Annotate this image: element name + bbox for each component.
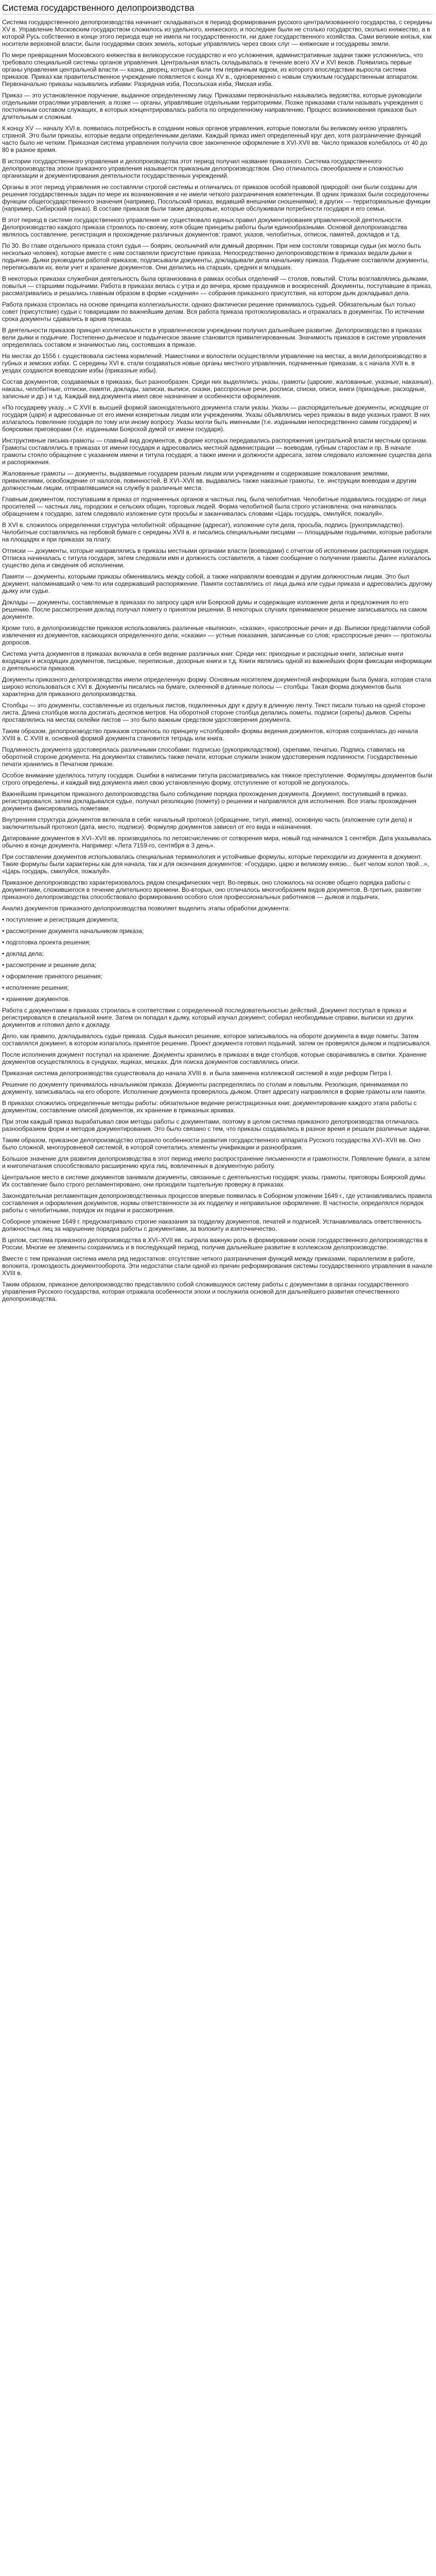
paragraph: В некоторых приказах служебная деятельность была организована в рамках особых отделений — столов, повытий. Столы возглавлялись дьяками, повытья — старшими подьячими. Работа в приказах велась с утра и до вечера, кроме праздников и воскресений. Документы, поступавшие в приказ, рассматривались и решались главным образом в форме «сидения» — собрания приказного присутствия, на котором дьяк докладывал дела. xyxy=(2,275,432,297)
document-body xyxy=(2,19,433,1302)
paragraph: Законодательная регламентация делопроизводственных процессов впервые появилась в Соборном уложении 1649 г., где устанавливались правила составления и оформления документов, нормы ответственности за их подделку и неправильное оформление. В частности, определялся порядок работы с челобитными, порядок их подачи и рассмотрения. xyxy=(2,1192,432,1214)
paragraph: • рассмотрение документа начальником приказа; xyxy=(2,927,144,935)
paragraph: • оформление принятого решения; xyxy=(2,973,102,980)
paragraph: Таким образом, приказное делопроизводство представляло собой сложившуюся систему работы с документами в органах государственного управления Русского государства, которая отражала особенности эпохи и послужила основой для дальнейшего развития отечественного делопроизводства. xyxy=(2,1281,409,1302)
paragraph: Важнейшим принципом приказного делопроизводства было соблюдение порядка прохождения документа. Документ, поступивший в приказ, регистрировался, затем докладывался судье, получал резолюцию (помету) о решении и направлялся для исполнения. Все этапы прохождения документа фиксировались пометами. xyxy=(2,790,416,812)
paragraph: В целом, система приказного делопроизводства в XVI–XVII вв. сыграла важную роль в формировании основ государственного делопроизводства в России. Многие ее элементы сохранились и в последующий период, получив дальнейшее развитие в коллежском делопроизводстве. xyxy=(2,1236,428,1251)
paragraph: Инструктивные письма-грамоты — главный вид документов, в форме которых передавались распоряжения центральной власти местным органам. Грамоты составлялись в приказах от имени государя и адресовались местной администрации — воеводам, губным старостам и пр. В начале грамоты стояло обращение с указанием имени и титула государя, а также имени и должности адресата, затем следовало изложение существа дела и распоряжения. xyxy=(2,437,432,466)
paragraph: В истории государственного управления и делопроизводства этот период получил название приказного. Система государственного делопроизводства эпохи приказного управления называется приказным делопроизводством. Оно отличалось своеобразием и сложностью организации и документирования деятельности государственных учреждений. xyxy=(2,158,404,179)
paragraph: При этом каждый приказ вырабатывал свои методы работы с документами, поэтому в целом система приказного делопроизводства отличалась разнообразием форм и методов документирования. Это было связано с тем, что приказы создавались в разное время и решали различные задачи. xyxy=(2,1118,431,1132)
paragraph: Документы приказного делопроизводства имели определенную форму. Основным носителем документной информации была бумага, которая стала широко использоваться с XVI в. Документы писались на бумаге, склеенной в длинные полосы — столбцы. Такая форма документов была характерна для приказного делопроизводства. xyxy=(2,676,431,698)
paragraph: Кроме того, в делопроизводстве приказов использовались различные «выписки», «сказки», «расспросные речи» и др. Выписки представляли собой извлечения из документов, касающихся определенного дела; «сказки» — устные показания, записанные со слов; «расспросные речи» — протоколы допросов. xyxy=(2,624,431,646)
paragraph: По мере превращения Московского княжества в великорусское государство и его усложнения, административные задачи также усложнялись, что требовало специальной системы органов управления. Центральная власть складывалась в течение всего XV и XVI веков. Появились первые органы управления центральной власти — казна, дворец, которые были тем первичным ядром, из которого впоследствии выросла система приказов. Приказ как правительственное учреждение появляется с конца XV в., одновременно с новым служилым государственным аппаратом. Первоначально приказы назывались избами: Разрядная изба, Посольская изба, Ямская изба. xyxy=(2,52,423,88)
paragraph: Приказ — это установленное поручение, выданное определенному лицу. Приказами первоначально назывались ведомства, которые руководили отдельными отраслями управления, а позже — органы, управлявшие отдельными территориями. Позже приказами стали называть учреждения с постоянным составом служащих, в которых концентрировалась работа по определенному направлению. Процесс возникновения приказов был длительным и сложным. xyxy=(2,92,423,121)
paragraph: • поступление и регистрация документа; xyxy=(2,916,119,923)
paragraph: Приказное делопроизводство характеризовалось рядом специфических черт. Во-первых, оно сложилось на основе общего порядка работы с документами, сложившегося в течение длительного времени. Во-вторых, оно отличалось многообразием видов документов. В-третьих, развитие приказного делопроизводства способствовало формированию особого слоя профессиональных работников — дьяков и подьячих. xyxy=(2,879,422,901)
paragraph: • рассмотрение и решение дела; xyxy=(2,961,96,969)
paragraph: В приказах сложились определенные методы работы: обязательное ведение регистрационных книг, документирование каждого этапа работы с документом, составление описей документов, их хранение в приказных архивах. xyxy=(2,1099,417,1114)
paragraph: К концу XV — началу XVI в. появилась потребность в создании новых органов управления, которые помогали бы великому князю управлять страной. Это были приказы, которые ведали определенными делами. Каждый приказ имел определенный круг дел, хотя разграничение функций часто было не четким. Приказная система управления получила свое законченное оформление в XVI-XVII вв. Число приказов колебалось от 40 до 80 в разное время. xyxy=(2,125,427,154)
paragraph: В деятельности приказов принцип коллегиальности в управленческом учреждении получил дальнейшее развитие. Делопроизводство в приказах вели дьяки и подьячие. Постепенно дьяческое и подьяческое звание становится привилегированным. Значимость приказов в системе управления определялась составом и значимостью лиц, состоявших в приказе. xyxy=(2,327,426,348)
paragraph: Столбцы — это документы, составленные из отдельных листов, подклеенных друг к другу в длинную ленту. Текст писали только на одной стороне листа. Длина столбцов могла достигать десятков метров. На оборотной стороне столбца делались пометы, подписи (скрепы) дьяков. Скрепы проставлялись на местах склейки листов — это было важным средством удостоверения документа. xyxy=(2,702,426,723)
paragraph: Органы в этот период управления не составляли строгой системы и отличались от приказов особой правовой природой: они были созданы для решения государственных задач по мере их возникновения и не имели четкого разграничения компетенции. В одних приказах были сосредоточены функции общегосударственного значения (например, Посольский приказ, ведавший внешними сношениями); в других — территориальные функции (например, Сибирский приказ). В составе приказов были также дворцовые, которые обслуживали потребности государя и его семьи. xyxy=(2,183,431,212)
paragraph: Жалованные грамоты — документы, выдаваемые государем разным лицам или учреждениям и содержавшие пожалования землями, привилегиями, освобождение от налогов, повинностей. В XVI–XVII вв. выдавались также наказные грамоты, т.е. инструкции воеводам и другим должностным лицам, отправлявшимся на службу в различные места. xyxy=(2,470,416,492)
paragraph: Приказная система делопроизводства существовала до начала XVIII в. и была заменена коллежской системой в ходе реформ Петра I. xyxy=(2,1070,392,1077)
paragraph: Памяти — документы, которыми приказы обменивались между собой, а также направляли воеводам и другим должностным лицам. Это был документ, напоминавший о чем-то или содержавший распоряжение. Памяти составлялись от лица дьяка или судьи приказа и адресовались другому дьяку или судье. xyxy=(2,573,432,595)
paragraph: Работа приказа строилась на основе принципа коллегиальности, однако фактически решение принималось судьей. Обязательным был только совет (присутствие) судьи с товарищами по важнейшим делам. Вся работа приказа протоколировалась и отражалась в документах. По истечении срока документы сдавались в архив приказа. xyxy=(2,301,425,323)
paragraph: По 30. Во главе отдельного приказа стоял судья — боярин, окольничий или думный дворянин. При нем состояли товарищи судьи (их могло быть несколько человек), которые вместе с ним составляли присутствие приказа. Непосредственно делопроизводством в приказах ведали дьяки и подьячие. Дьяки руководили работой приказов, подписывали документы, докладывали дела начальнику приказа. Подьячие составляли документы, переписывали их, вели учет и хранение документов. Они делились на старших, средних и младших. xyxy=(2,242,429,271)
paragraph: Большое значение для развития делопроизводства в этот период имело распространение письменности и грамотности. Появление бумаги, а затем и книгопечатания способствовало расширению круга лиц, вовлеченных в документную работу. xyxy=(2,1155,430,1170)
paragraph: В этот период в системе государственного управления не существовало единых правил документирования управленческой деятельности. Делопроизводство каждого приказа строилось по-своему, хотя общие принципы работы были единообразными. Основой делопроизводства являлось составление, регистрация и прохождение различных документов: грамот, указов, челобитных, отписок, памятей, докладов и т.д. xyxy=(2,216,407,238)
paragraph: Отписки — документы, которые направлялись в приказы местными органами власти (воеводами) с отчетом об исполнении распоряжения государя. Отписка начиналась с титула государя, затем следовали имя и должность составителя, а также сообщение о получении грамоты. Далее излагалось существо дела и сведения об исполнении. xyxy=(2,547,431,569)
paragraph: После исполнения документ поступал на хранение. Документы хранились в приказах в виде столбцов, которые сворачивались в свитки. Хранение документов осуществлялось в сундуках, ящиках, мешках. Для поиска документов составлялись описи. xyxy=(2,1051,427,1065)
paragraph: «По государеву указу...» С XVII в. высшей формой законодательного документа стали указы. Указы — распорядительные документы, исходящие от государя (царя) и адресованные от его имени конкретным лицам или учреждениям. Указы объявлялись через приказы в виде указных грамот. В них излагалось повеление государя по тому или иному вопросу. Указы могли быть именными (т.е. изданными непосредственно самим государем) и боярскими приговорами (т.е. изданными Боярской думой от имени государя). xyxy=(2,404,430,433)
paragraph: • доклад дела; xyxy=(2,950,44,957)
paragraph: Система учета документов в приказах включала в себя ведение различных книг. Среди них: приходные и расходные книги, записные книги входящих и исходящих документов, писцовые, переписные, дозорные книги и т.д. Книги являлись одной из важнейших форм фиксации информации о деятельности приказов. xyxy=(2,650,432,672)
paragraph: При составлении документов использовалась специальная терминология и устойчивые формулы, которые переходили из документа в документ. Такие формулы были характерны как для начала, так и для окончания документов: «Государю, царю и великому князю... бьет челом холоп твой...», «Царь государь, смилуйся, пожалуй». xyxy=(2,853,429,875)
paragraph: На местах до 1556 г. существовала система кормлений. Наместники и волостели осуществляли управление на местах, а вели делопроизводство в губных и земских избах. С середины XVI в. стали создаваться новые органы местного управления, подчиненные приказам, а с начала XVII в. в уездах создаются воеводские избы (приказные избы). xyxy=(2,352,427,374)
paragraph: • исполнение решения; xyxy=(2,984,69,991)
paragraph: Особое внимание уделялось титулу государя. Ошибки в написании титула рассматривались как тяжкое преступление. Формуляры документов были строго определены, и каждый вид документа имел свою установленную форму, отступление от которой не допускалось. xyxy=(2,772,432,786)
paragraph: Центральное место в системе документов занимали документы, связанные с деятельностью государя: указы, грамоты, приговоры Боярской думы. Их составление было строго регламентировано, они проходили тщательную проверку в приказах. xyxy=(2,1174,427,1188)
paragraph: Главным документом, поступавшим в приказ от подчиненных органов и частных лиц, была челобитная. Челобитные подавались государю от лица просителей — частных лиц, городских и сельских общин, торговых людей. Форма челобитной была строго установлена: она начиналась обращением к государю, затем следовало изложение сути просьбы и заканчивалась словами «Царь государь, смилуйся, пожалуй». xyxy=(2,496,426,517)
paragraph: Решение по документу принималось начальником приказа. Документы распределялись по столам и повытьям. Резолюция, принимаемая по документу, записывалась на его обороте. Исполнение документа проверялось дьяком. Ответ адресату направлялся в форме грамоты или памяти. xyxy=(2,1081,427,1095)
paragraph: Анализ документов приказного делопроизводства позволяет выделить этапы обработки документа: xyxy=(2,905,290,912)
paragraph: Таким образом, приказное делопроизводство отразило особенности развития государственного аппарата Русского государства XVI–XVII вв. Оно было сложной, многоуровневой системой, в которой сочетались элементы унификации и разнообразия. xyxy=(2,1137,421,1151)
paragraph: • подготовка проекта решения; xyxy=(2,939,91,946)
paragraph: Дело, как правило, докладывалось судье приказа. Судья выносил решение, которое записывалось на обороте документа в виде пометы. Затем составлялся документ, в котором излагалось принятое решение. Проект документа готовил подьячий, затем он проверялся дьяком и подписывался. xyxy=(2,1032,431,1047)
page-title: Система государственного делопроизводства xyxy=(2,2,433,14)
paragraph: Состав документов, создаваемых в приказах, был разнообразен. Среди них выделялись: указы, грамоты (царские, жалованные, указные, наказные), наказы, челобитные, отписки, памяти, доклады, записки, выписи, сказки, расспросные речи, росписи, списки, описи, книги (приходные, расходные, записные и др.) и т.д. Каждый вид документа имел свое назначение и особенности оформления. xyxy=(2,378,433,400)
paragraph: Вместе с тем приказная система имела ряд недостатков: отсутствие четкого разграничения функций между приказами, параллелизм в работе, волокита, громоздкость документооборота. Эти недостатки стали одной из причин реформирования системы государственного управления в начале XVIII в. xyxy=(2,1255,433,1277)
paragraph: Датирование документов в XVI–XVII вв. производилось по летоисчислению от сотворения мира, новый год начинался 1 сентября. Дата указывалась обычно в конце документа. Например: «Лета 7159-го, сентября в 3 день». xyxy=(2,835,431,849)
paragraph: Внутренняя структура документов включала в себя: начальный протокол (обращение, титул, имена), основную часть (изложение сути дела) и заключительный протокол (дата, место, подписи). Формуляр документов зависел от его вида и назначения. xyxy=(2,816,412,831)
paragraph: Работа с документами в приказах строилась в соответствии с определенной последовательностью действий. Документ поступал в приказ и регистрировался в специальной книге. Затем он попадал к дьяку, который изучал документ, собирал необходимые справки, выписки из других документов и готовил дело к докладу. xyxy=(2,1007,413,1028)
paragraph: Соборное уложение 1649 г. предусматривало строгие наказания за подделку документов, печатей и подписей. Устанавливалась ответственность должностных лиц за нарушение порядка работы с документами, за волокиту и взяточничество. xyxy=(2,1218,422,1232)
paragraph: Таким образом, делопроизводство приказов строилось по принципу «столбцовой» формы ведения документов, которая сохранялась до начала XVIII в. С XVIII в. основной формой документа становится тетрадь или книга. xyxy=(2,727,418,742)
paragraph: Подлинность документа удостоверялась различными способами: подписью (рукоприкладством), скрепами, печатью. Подпись ставилась на оборотной стороне документа. На документах ставились также печати, которые служили знаком удостоверения подлинности. Государственные печати хранились в Печатном приказе. xyxy=(2,746,417,768)
paragraph: Система государственного делопроизводства начинает складываться в период формирования русского централизованного государства, с середины XV в. Управление Московским государством сложилось из удельного, княжеского, и последние были не столько государство, сколько княжество, а в которой Русь собственно в конце этого периода еще не имела ни государственности, ни даже государственного хозяйства. Сами великие князья, как носители верховной власти, были государями своих земель, которые управлялись через своих слуг — княжеские и государевы земли. xyxy=(2,19,432,47)
paragraph: В XVI в. сложилось определенная структура челобитной: обращение (адресат), изложение сути дела, просьба, подпись (рукоприкладство). Челобитные составлялись на гербовой бумаге с середины XVII в. и писались специальными писцами — площадными подьячими, которые работали на площадях и при приказах за плату. xyxy=(2,521,432,543)
paragraph: • хранение документов. xyxy=(2,995,70,1003)
paragraph: Доклады — документы, составляемые в приказах по запросу царя или Боярской думы и содержащие изложение дела и предложения по его решению. После рассмотрения доклад получал помету о принятом решении. В некоторых случаях принимаемое решение записывалось на самом документе. xyxy=(2,599,427,620)
